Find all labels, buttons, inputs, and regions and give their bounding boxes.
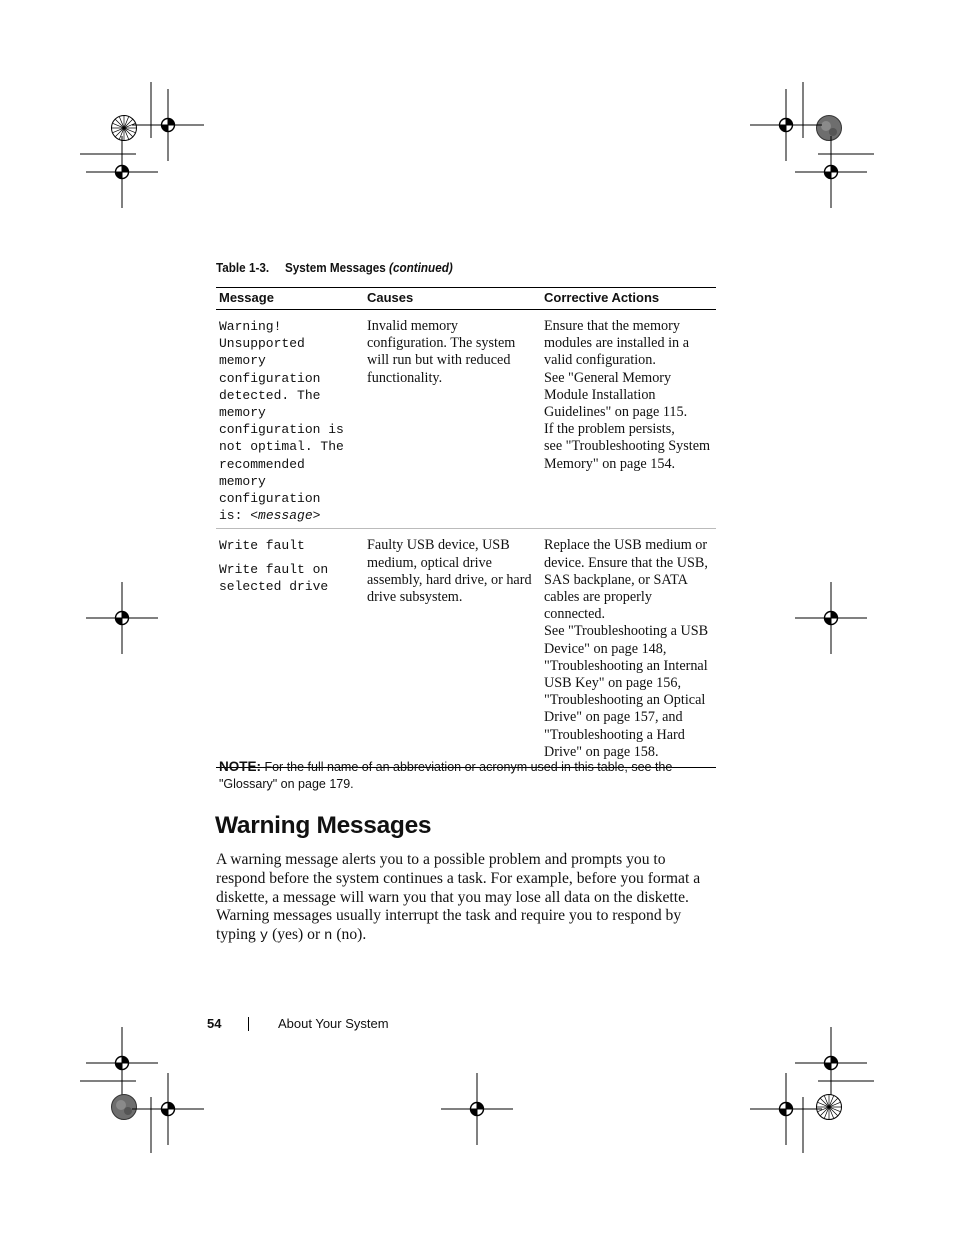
paragraph-text: typing — [216, 926, 260, 944]
table-note — [219, 758, 719, 793]
footer-separator — [248, 1017, 249, 1031]
header-corrective-actions: Corrective Actions — [541, 288, 716, 310]
causes-cell — [364, 529, 541, 768]
message-variable: <message> — [250, 508, 321, 524]
message-cell — [216, 310, 364, 529]
table-caption-title: System Messages — [284, 260, 386, 275]
message-line: configuration — [219, 491, 321, 507]
actions-line: valid configuration. — [544, 352, 656, 369]
actions-line: "Troubleshooting an Optical — [544, 692, 706, 709]
actions-line: "Troubleshooting a Hard — [544, 726, 685, 743]
message-line: memory — [219, 473, 266, 489]
note-text: For the full name of an abbreviation or acronym used in this table, see the — [261, 760, 673, 774]
actions-line: connected. — [544, 606, 606, 623]
message-line: configuration is — [219, 422, 344, 438]
causes-cell — [364, 310, 541, 529]
actions-line: Ensure that the memory — [544, 318, 680, 334]
actions-line: "Troubleshooting an Internal — [544, 657, 708, 674]
key-no: n — [324, 928, 333, 945]
causes-line: Faulty USB device, USB — [367, 537, 510, 554]
message-line: Unsupported — [219, 336, 305, 352]
message-line: Write fault on — [219, 561, 329, 577]
message-tail: is: — [219, 508, 251, 524]
message-line: memory — [219, 405, 266, 421]
table-row — [216, 529, 716, 768]
message-line: memory — [219, 353, 266, 369]
actions-line: See "Troubleshooting a USB — [544, 623, 709, 640]
table-caption-label: Table 1-3. — [216, 260, 270, 275]
message-line: Warning! — [219, 319, 282, 334]
note-label: NOTE: — [219, 759, 261, 774]
actions-line: See "General Memory — [544, 369, 672, 386]
actions-line: Memory" on page 154. — [544, 455, 676, 472]
actions-cell — [541, 310, 716, 529]
actions-line: Module Installation — [544, 386, 656, 403]
message-line: selected drive — [219, 578, 329, 594]
paragraph-line: A warning message alerts you to a possible problem and prompts you to — [216, 851, 666, 868]
actions-line: Drive" on page 157, and — [544, 709, 683, 726]
actions-line: see "Troubleshooting System — [544, 438, 711, 455]
actions-line: Guidelines" on page 115. — [544, 404, 688, 421]
paragraph-text: (yes) or — [268, 926, 325, 944]
table-row — [216, 310, 716, 529]
causes-line: Invalid memory — [367, 318, 459, 334]
table-caption-continued: (continued) — [389, 260, 453, 275]
message-line — [219, 507, 361, 524]
causes-line: drive subsystem. — [367, 589, 463, 606]
paragraph-line: respond before the system continues a task. For example, before you format a — [216, 869, 701, 887]
actions-cell — [541, 529, 716, 768]
table-header-row — [216, 288, 716, 310]
causes-line: will run but with reduced — [367, 352, 511, 369]
actions-line: modules are installed in a — [544, 335, 689, 352]
message-line: Write fault — [219, 538, 305, 554]
causes-line: functionality. — [367, 369, 443, 386]
actions-line: USB Key" on page 156, — [544, 675, 682, 692]
table-caption — [216, 260, 453, 275]
actions-line: SAS backplane, or SATA — [544, 571, 688, 588]
actions-line: cables are properly — [544, 589, 652, 606]
paragraph-line: Warning messages usually interrupt the task and require you to respond by — [216, 907, 682, 925]
paragraph-line — [216, 926, 716, 946]
paragraph-line: diskette, a message will warn you that you may lose all data on the diskette. — [216, 888, 689, 906]
system-messages-table — [216, 287, 716, 768]
message-line: configuration — [219, 370, 321, 386]
note-text-continued: "Glossary" on page 179. — [219, 777, 354, 791]
header-causes: Causes — [364, 288, 541, 310]
causes-line: assembly, hard drive, or hard — [367, 571, 532, 588]
causes-line: medium, optical drive — [367, 554, 492, 571]
header-message: Message — [216, 288, 364, 310]
actions-line: device. Ensure that the USB, — [544, 554, 708, 571]
page-number: 54 — [207, 1016, 222, 1031]
message-cell — [216, 529, 364, 768]
actions-line: If the problem persists, — [544, 421, 675, 438]
footer-title: About Your System — [278, 1016, 389, 1031]
paragraph-text: (no). — [332, 926, 367, 944]
message-line: detected. The — [219, 387, 321, 403]
actions-line: Device" on page 148, — [544, 640, 667, 657]
section-heading: Warning Messages — [215, 812, 432, 839]
section-paragraph — [216, 851, 716, 946]
actions-line: Drive" on page 158. — [544, 743, 659, 760]
message-line: recommended — [219, 456, 305, 472]
message-line: not optimal. The — [219, 439, 344, 455]
actions-line: Replace the USB medium or — [544, 537, 708, 554]
causes-line: configuration. The system — [367, 335, 516, 352]
key-yes: y — [259, 928, 269, 945]
